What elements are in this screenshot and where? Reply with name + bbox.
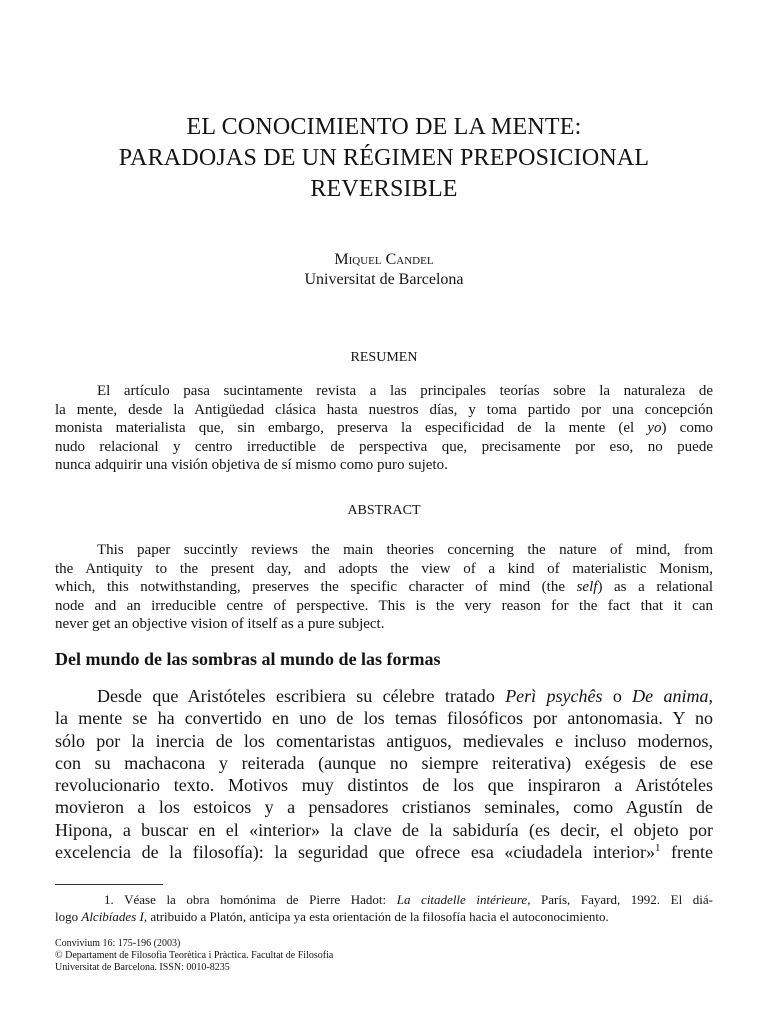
body-line: sólo por la inercia de los comentaristas antiguos, medievales e incluso modernos,: [55, 730, 713, 751]
section-heading: Del mundo de las sombras al mundo de las formas: [55, 649, 441, 669]
abstract-line: This paper succintly reviews the main theories concerning the nature of mind, from: [97, 542, 713, 558]
resumen-line: la mente, desde la Antigüedad clásica hasta nuestros días, y toma partido por una concepción: [55, 401, 713, 418]
body-line: movieron a los estoicos y a pensadores cristianos seminales, como Agustín de: [55, 797, 713, 818]
title-line: EL CONOCIMIENTO DE LA MENTE:: [186, 114, 582, 140]
journal-imprint: [55, 938, 333, 974]
body-line: Hipona, a buscar en el «interior» la clave de la sabiduría (es decir, el objeto por: [55, 819, 713, 840]
footnote-marker: 1: [655, 842, 661, 855]
article-title: [40, 112, 728, 205]
title-line: REVERSIBLE: [310, 176, 458, 202]
body-line: la mente se ha convertido en uno de los temas filosóficos por antonomasia. Y no: [55, 708, 713, 729]
title-line: PARADOJAS DE UN RÉGIMEN PREPOSICIONAL: [118, 145, 650, 171]
abstract-heading: ABSTRACT: [347, 503, 421, 518]
abstract-line: the Antiquity to the present day, and adopts the view of a kind of materialistic Monism,: [55, 560, 713, 577]
body-line-with-italic: Desde que Aristóteles escribiera su célebre tratado Perì psychês o De anima,: [97, 686, 713, 706]
author-block: [0, 250, 768, 290]
abstract-paragraph: [55, 541, 713, 634]
abstract-line-with-italic: which, this notwithstanding, preserves the specific character of mind (the self) as a relational: [55, 579, 713, 595]
footnote-line-with-italic: logo Alcibíades I, atribuido a Platón, anticipa ya esta orientación de la filosofía hacia el autoconocimiento.: [55, 909, 609, 924]
abstract-line: never get an objective vision of itself as a pure subject.: [55, 616, 385, 632]
body-line: con su machacona y reiterada (aunque no siempre reiterativa) exégesis de ese: [55, 752, 713, 773]
author-name: Miquel Candel: [334, 251, 434, 268]
footnote-divider: [55, 884, 163, 885]
author-affiliation: Universitat de Barcelona: [304, 271, 464, 288]
body-line-with-footnote-ref: excelencia de la filosofía): la seguridad que ofrece esa «ciudadela interior»$^1$ frente: [55, 842, 714, 863]
resumen-line: nudo relacional y centro irreductible de perspectiva que, precisamente por eso, no puede: [55, 438, 713, 455]
footnote: [55, 891, 713, 925]
resumen-heading: RESUMEN: [350, 350, 418, 365]
resumen-line-with-italic: monista materialista que, sin embargo, preserva la especificidad de la mente (el yo) como: [55, 420, 713, 436]
imprint-line: Universitat de Barcelona. ISSN: 0010-8235: [55, 962, 230, 973]
imprint-line: © Departament de Filosofia Teorètica i Pràctica. Facultat de Filosofia: [55, 950, 334, 961]
imprint-line: Convivium 16: 175-196 (2003): [55, 938, 181, 949]
resumen-line: nunca adquirir una visión objetiva de sí mismo como puro sujeto.: [55, 457, 448, 473]
abstract-line: node and an irreducible centre of perspective. This is the very reason for the fact that it can: [55, 597, 713, 614]
resumen-line: El artículo pasa sucintamente revista a las principales teorías sobre la naturaleza de: [97, 383, 713, 399]
body-line: revolucionario texto. Motivos muy distintos de los que inspiraron a Aristóteles: [55, 775, 713, 796]
body-paragraph: [55, 685, 713, 863]
footnote-line-with-italic: 1. Véase la obra homónima de Pierre Hadot: La citadelle intérieure, París, Fayard, 1992. El diá-: [104, 892, 713, 907]
resumen-paragraph: [55, 382, 713, 475]
